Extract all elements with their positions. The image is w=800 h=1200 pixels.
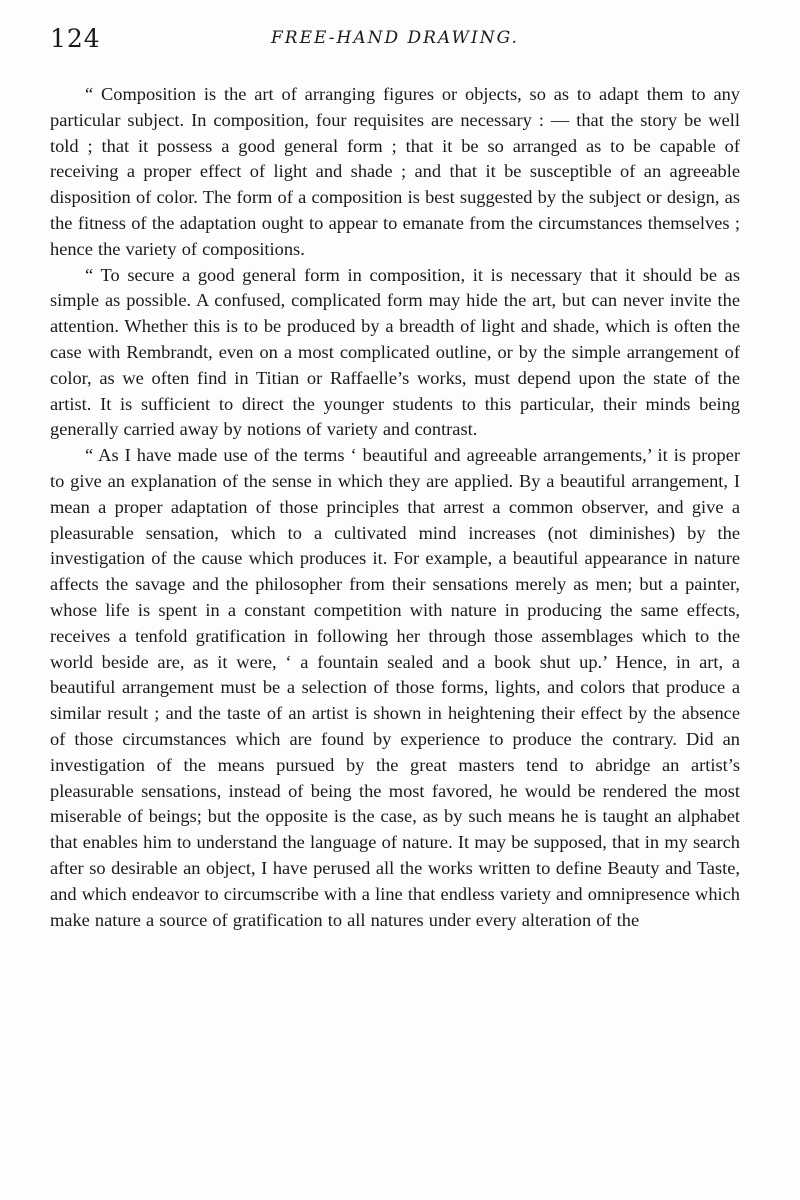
paragraph-composition-definition: “ Composition is the art of arranging figures or objects, so as to adapt them to any particular subject. In composition, four requisites are necessary : — that the story be well told ; that it possess a good general form ; that it be so arranged as to be capable of receiving a proper effect of light and shade ; and that it be susceptible of an agreeable disposition of color. The form of a composition is best suggested by the subject or design, as the fitness of the adaptation ought to appear to emanate from the circumstances themselves ; hence the variety of compositions. [50, 84, 740, 259]
body-text [50, 82, 740, 933]
page-number: 124 [50, 24, 101, 53]
running-head [50, 24, 740, 54]
paragraph-general-form: “ To secure a good general form in composition, it is necessary that it should be as simple as possible. A confused, complicated form may hide the art, but can never invite the attention. Whether this is to be produced by a breadth of light and shade, which is often the case with Rembrandt, even on a most complicated outline, or by the simple arrangement of color, as we often find in Titian or Raffaelle’s works, must depend upon the state of the artist. It is sufficient to direct the younger students to this particular, their minds being generally carried away by notions of variety and contrast. [50, 264, 740, 440]
paragraph-beautiful-arrangement: “ As I have made use of the terms ‘ beautiful and agreeable arrangements,’ it is proper to give an explanation of the sense in which they are applied. By a beautiful arrangement, I mean a proper adaptation of those principles that arrest a common observer, and give a pleasurable sensation, which to a cultivated mind increases (not diminishes) by the investigation of the cause which produces it. For example, a beautiful appearance in nature affects the savage and the philosopher from their sensations merely as men; but a painter, whose life is spent in a constant competition with nature in producing the same effects, receives a tenfold gratification in following her through those assemblages which to the world beside are, as it were, ‘ a fountain sealed and a book shut up.’ Hence, in art, a beautiful arrangement must be a selection of those forms, lights, and colors that produce a similar result ; and the taste of an artist is shown in heightening their effect by the absence of those circumstances which are found by experience to produce the contrary. Did an investigation of the means pursued by the great masters tend to abridge an artist’s pleasurable sensations, instead of being the most favored, he would be rendered the most miserable of beings; but the opposite is the case, as by such means he is taught an alphabet that enables him to understand the language of nature. It may be supposed, that in my search after so desirable an object, I have perused all the works written to define Beauty and Taste, and which endeavor to circumscribe with a line that endless variety and omnipresence which make nature a source of gratification to all natures under every alteration of the [50, 445, 740, 930]
running-title: FREE-HAND DRAWING. [271, 28, 519, 48]
